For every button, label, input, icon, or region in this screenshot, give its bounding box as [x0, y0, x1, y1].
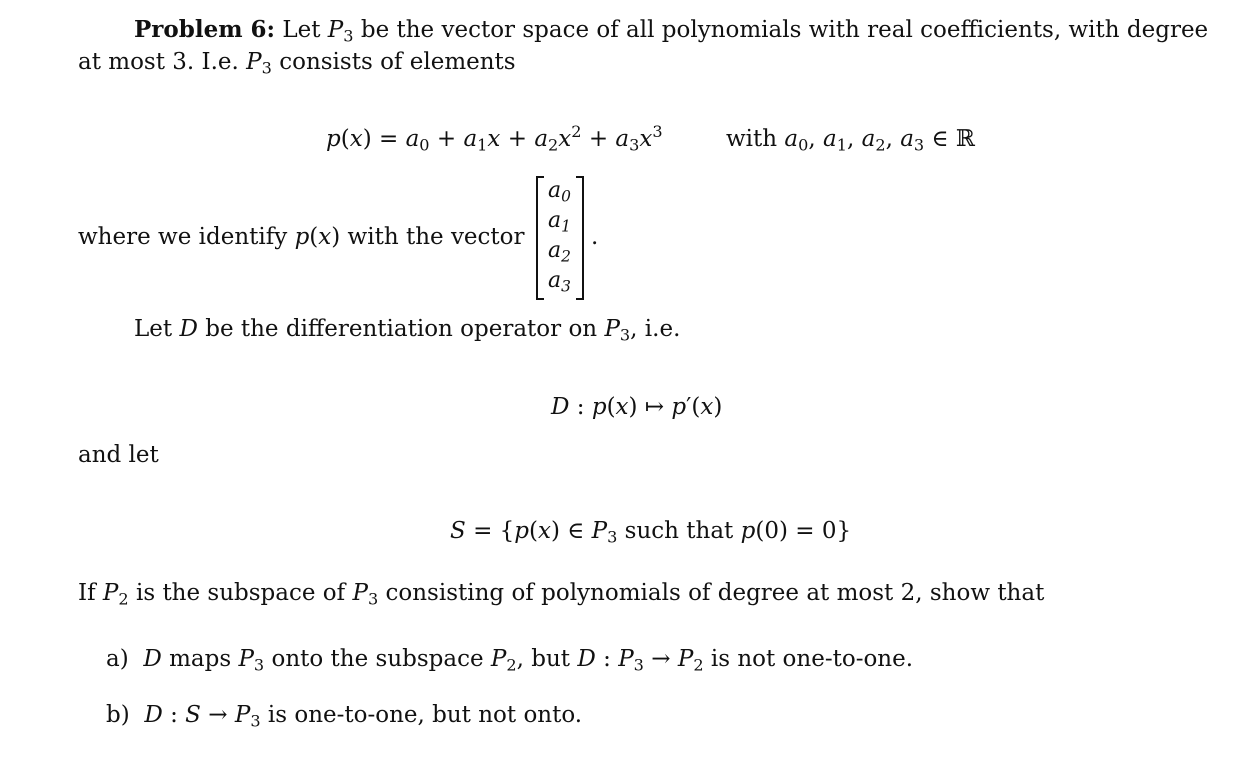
- subspace-statement: If $P_2$ is the subspace of $P_3$ consisting of polynomials of degree at most 2, show that: [78, 580, 1045, 609]
- right-bracket: [576, 176, 584, 300]
- vector-entry: $a_0$: [548, 178, 571, 206]
- coefficient-vector: [536, 176, 584, 298]
- problem-heading: Problem 6:: [134, 16, 276, 43]
- part-b: b) D : $S \to P_3$ is one-to-one, but not onto.: [106, 702, 583, 731]
- operator-definition-text: Let D be the differentiation operator on $P_3$, i.e.: [134, 316, 681, 345]
- problem-intro-line2: at most 3. I.e. $P_3$ consists of elements: [78, 49, 516, 78]
- equation-polynomial: $p(x) = a_0 + a_1x + a_2x^2 + a_3x^3$: [326, 122, 663, 155]
- equation-operator: D : p(x) ↦ p′(x): [551, 394, 723, 420]
- vector-identification-text: where we identify p(x) with the vector: [78, 224, 525, 250]
- part-label: b): [106, 702, 130, 728]
- part-a: a) D maps $P_3$ onto the subspace $P_2$, but D : $P_3 \to P_2$ is not one-to-one.: [106, 646, 914, 675]
- vector-period: .: [591, 224, 599, 250]
- vector-entry: $a_3$: [548, 268, 571, 296]
- equation-coefficients-real: with $a_0$, $a_1$, $a_2$, $a_3$ ∈ ℝ: [726, 126, 975, 155]
- part-label: a): [106, 646, 129, 672]
- vector-entry: $a_2$: [548, 238, 571, 266]
- equation-set-s: S = {p(x) ∈ $P_3$ such that p(0) = 0}: [450, 518, 852, 547]
- and-let-text: and let: [78, 442, 159, 468]
- left-bracket: [536, 176, 544, 300]
- problem-intro-line1: Problem 6: Let $P_3$ be the vector space of all polynomials with real coefficients, with degree: [134, 16, 1209, 46]
- vector-entry: $a_1$: [548, 208, 571, 236]
